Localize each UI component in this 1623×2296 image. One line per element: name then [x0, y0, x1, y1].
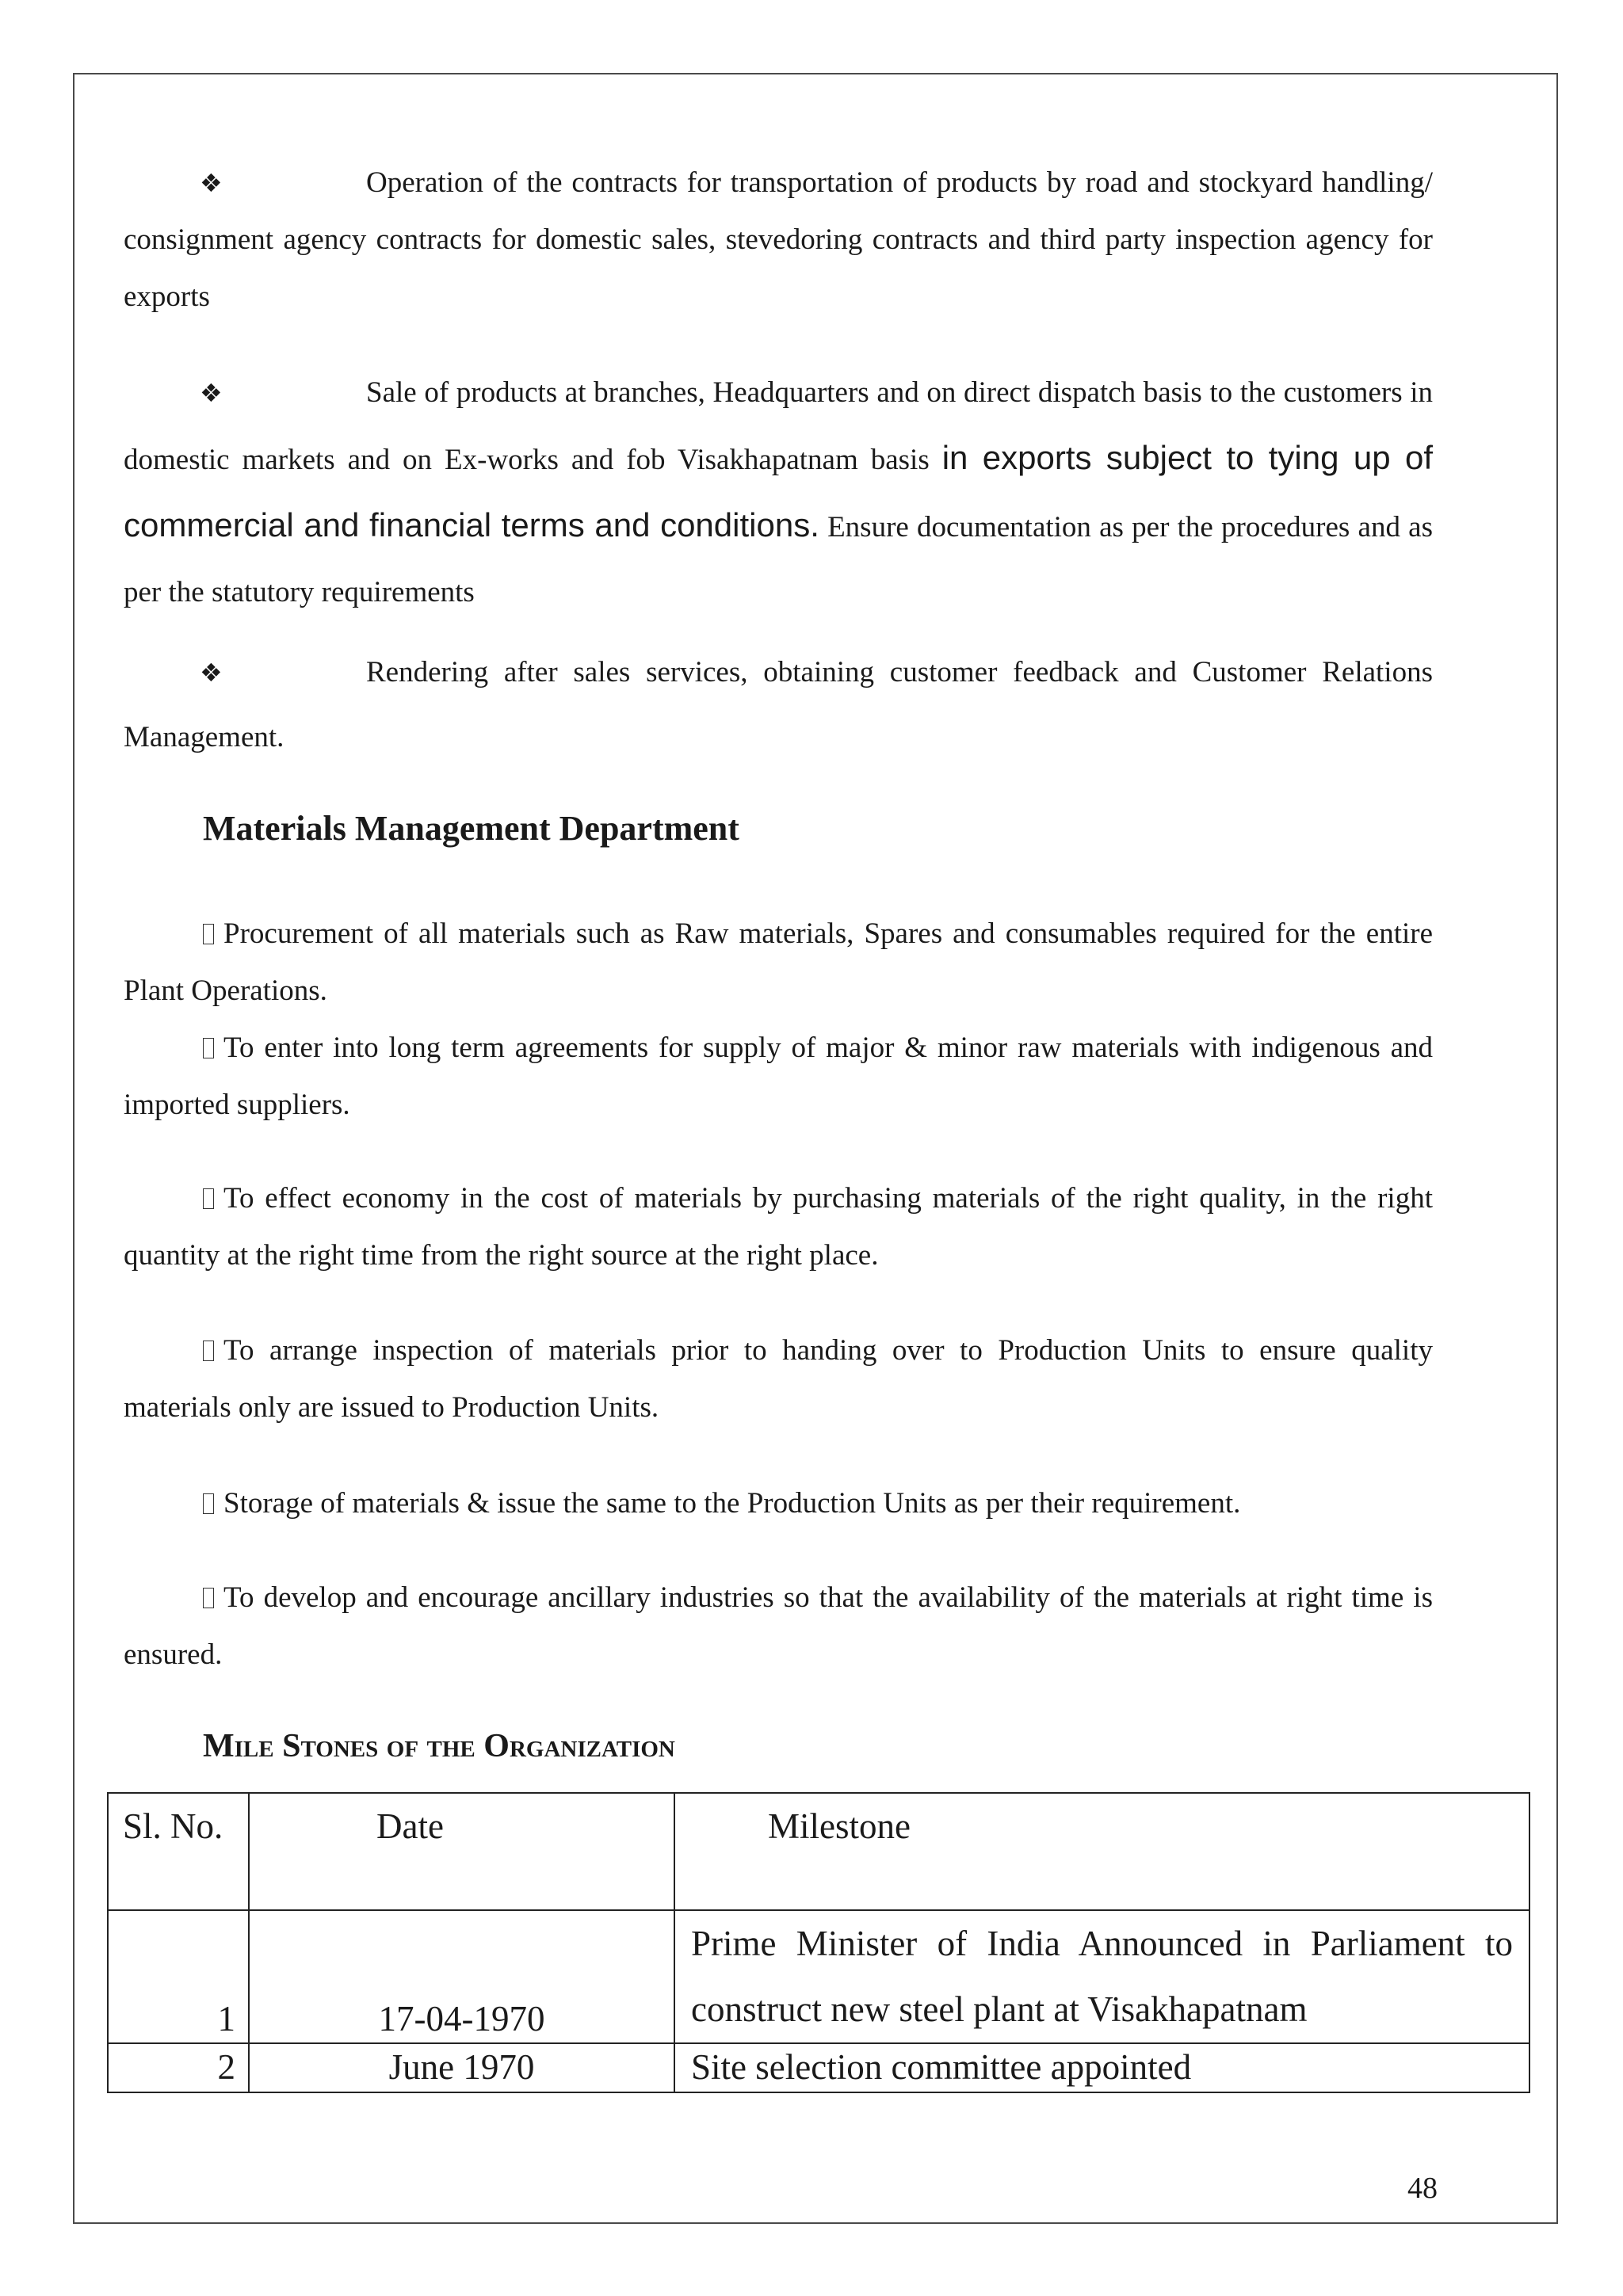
- bullet-text: Sale of products at branches, Headquarters and on direct dispatch basis to the customers in domestic markets and on Ex-works and fob Visakhapatnam basis: [124, 376, 1433, 476]
- cell-milestone: Site selection committee appointed: [674, 2043, 1529, 2092]
- checkbox-bullet-icon: [203, 1188, 214, 1209]
- bullet-text-large: in exports subject to tying up of commercial and financial terms and conditions.: [124, 439, 1434, 543]
- bullet-paragraph-sales: [124, 360, 1433, 625]
- header-milestone: Milestone: [674, 1793, 1529, 1910]
- list-item: To develop and encourage ancillary industries so that the availability of the materials at right time is ensured.: [124, 1581, 1433, 1671]
- diamond-bullet-icon: ❖: [200, 658, 223, 688]
- milestones-table: [107, 1792, 1530, 2093]
- section-heading-milestones: Mile Stones of the Organization: [203, 1728, 675, 1764]
- checkbox-bullet-icon: [203, 1038, 214, 1058]
- bullet-text: Rendering after sales services, obtaining customer feedback and Customer Relations Management.: [124, 656, 1433, 753]
- table-header-row: [108, 1793, 1529, 1910]
- cell-date: 17-04-1970: [249, 1910, 674, 2043]
- list-item: Procurement of all materials such as Raw materials, Spares and consumables required for the entire Plant Operations.: [124, 917, 1433, 1007]
- cell-sl-no: 2: [108, 2043, 249, 2092]
- cell-date: June 1970: [249, 2043, 674, 2092]
- diamond-bullet-icon: ❖: [200, 168, 223, 198]
- bullet-text: Ensure documentation as per the procedures and as per the statutory requirements: [124, 511, 1433, 608]
- table-row: [108, 1910, 1529, 2043]
- bullet-text: Operation of the contracts for transportation of products by road and stockyard handling/ consignment agency contracts for domestic sales, stevedoring contracts and third party inspection agency for exports: [124, 166, 1433, 313]
- checkbox-bullet-icon: [203, 1493, 214, 1514]
- checkbox-bullet-icon: [203, 1588, 214, 1608]
- cell-sl-no: 1: [108, 1910, 249, 2043]
- diamond-bullet-icon: ❖: [200, 378, 223, 408]
- cell-milestone: Prime Minister of India Announced in Parliament to construct new steel plant at Visakhapatnam: [674, 1910, 1529, 2043]
- list-item: Storage of materials & issue the same to the Production Units as per their requirement.: [124, 1475, 1433, 1532]
- bullet-paragraph-transport: [124, 154, 1433, 326]
- section-heading-materials: Materials Management Department: [203, 809, 739, 848]
- bullet-paragraph-after-sales: [124, 640, 1433, 770]
- checkbox-bullet-icon: [203, 1341, 214, 1361]
- checkbox-bullet-icon: [203, 924, 214, 944]
- header-date: Date: [249, 1793, 674, 1910]
- page-number: 48: [1407, 2172, 1438, 2205]
- list-item: To arrange inspection of materials prior to handing over to Production Units to ensure quality materials only are issued to Production Units.: [124, 1334, 1433, 1424]
- list-item: To effect economy in the cost of materials by purchasing materials of the right quality, in the right quantity at the right time from the right source at the right place.: [124, 1182, 1433, 1272]
- header-sl-no: Sl. No.: [108, 1793, 249, 1910]
- table-row: [108, 2043, 1529, 2092]
- list-item: To enter into long term agreements for supply of major & minor raw materials with indigenous and imported suppliers.: [124, 1032, 1433, 1121]
